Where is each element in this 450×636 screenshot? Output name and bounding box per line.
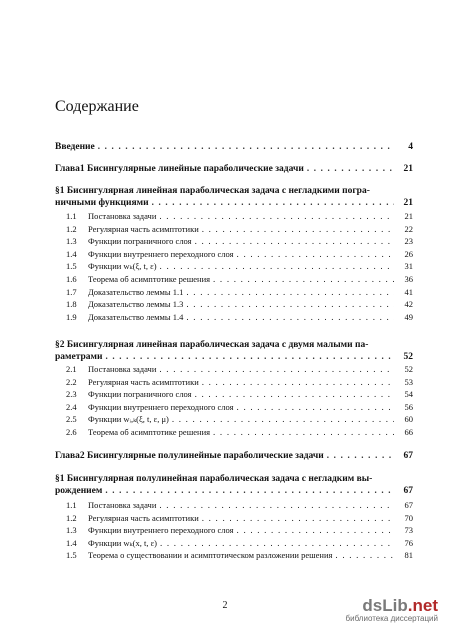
toc-item[interactable] xyxy=(55,402,413,415)
toc-item-label: Функции внутреннего переходного слоя xyxy=(88,248,234,259)
toc-item[interactable] xyxy=(55,550,413,563)
dot-leader xyxy=(172,414,394,424)
dot-leader xyxy=(202,377,394,387)
toc-item-label: Теорема о существовании и асимптотическом разложении решения xyxy=(88,550,333,561)
toc-page-number: 53 xyxy=(404,376,413,387)
toc-section-heading: §1 Бисингулярная полулинейная параболическая задача с негладким вы- xyxy=(55,474,373,484)
toc-page-number: 52 xyxy=(403,352,413,362)
toc-item-number: 1.3 xyxy=(66,525,77,536)
toc-item-number: 2.1 xyxy=(66,364,77,374)
toc-intro-label: Введение xyxy=(55,142,95,152)
toc-item[interactable] xyxy=(55,500,413,513)
dot-leader xyxy=(186,312,394,322)
toc-page-number: 60 xyxy=(404,414,413,425)
toc-item[interactable] xyxy=(55,299,413,312)
dot-leader xyxy=(152,197,394,207)
toc-item-number: 1.6 xyxy=(66,273,77,284)
page-title: Содержание xyxy=(55,98,139,115)
toc-item-number: 1.3 xyxy=(66,236,77,247)
toc-item[interactable] xyxy=(55,525,413,538)
toc-page-number: 21 xyxy=(403,198,413,208)
watermark-logo-domain: .net xyxy=(407,596,438,615)
watermark[interactable] xyxy=(346,596,438,623)
toc-chapter-label: Глава2 Бисингулярные полулинейные параболические задачи xyxy=(55,451,324,461)
toc-item[interactable] xyxy=(55,224,413,237)
toc-section-heading-cont: рождением xyxy=(55,486,103,496)
dot-leader xyxy=(98,141,394,151)
toc-item-number: 2.4 xyxy=(66,401,77,412)
dot-leader xyxy=(307,163,394,173)
toc-section-heading: §1 Бисингулярная линейная параболическая задача с негладкими погра- xyxy=(55,186,370,196)
toc-item-label: Регулярная часть асимптотики xyxy=(88,512,199,523)
toc-item-number: 1.5 xyxy=(66,550,77,561)
toc-page-number: 26 xyxy=(404,248,413,259)
toc-item-label: Доказательство леммы 1.3 xyxy=(88,299,184,310)
toc-item-label: Функции пограничного слоя xyxy=(88,389,192,400)
toc-item-number: 1.1 xyxy=(66,211,77,221)
toc-item[interactable] xyxy=(55,427,413,440)
toc-chapter-1[interactable] xyxy=(55,163,413,174)
toc-item-label: Функции wₖ(x, t, ε) xyxy=(88,537,157,548)
toc-page-number: 67 xyxy=(404,500,413,510)
dot-leader xyxy=(213,274,394,284)
toc-item[interactable] xyxy=(55,414,413,427)
watermark-logo-text: dsLib xyxy=(362,596,408,615)
toc-section-1-items xyxy=(55,211,413,324)
toc-item-label: Постановка задачи xyxy=(88,364,157,374)
toc-page-number: 4 xyxy=(408,142,413,152)
dot-leader xyxy=(237,402,394,412)
toc-page-number: 81 xyxy=(404,550,413,561)
toc-section-heading-cont: раметрами xyxy=(55,352,103,362)
dot-leader xyxy=(160,261,394,271)
dot-leader xyxy=(202,513,394,523)
toc-chapter-2[interactable] xyxy=(55,450,413,461)
toc-item-number: 1.8 xyxy=(66,299,77,310)
watermark-subtitle: библиотека диссертаций xyxy=(345,614,438,623)
toc-page-number: 66 xyxy=(404,426,413,437)
toc-item[interactable] xyxy=(55,236,413,249)
toc-page-number: 56 xyxy=(404,401,413,412)
toc-page-number: 41 xyxy=(404,286,413,297)
toc-section-heading: §2 Бисингулярная линейная параболическая задача с двумя малыми па- xyxy=(55,340,369,350)
dot-leader xyxy=(202,224,394,234)
toc-item-number: 1.2 xyxy=(66,512,77,523)
toc-section-2[interactable] xyxy=(55,339,413,362)
toc-page-number: 52 xyxy=(404,364,413,374)
toc-item-number: 1.7 xyxy=(66,286,77,297)
dot-leader xyxy=(335,550,394,560)
toc-item-label: Функции внутреннего переходного слоя xyxy=(88,401,234,412)
toc-page-number: 22 xyxy=(404,223,413,234)
toc-page-number: 42 xyxy=(404,299,413,310)
dot-leader xyxy=(237,249,394,259)
dot-leader xyxy=(195,236,394,246)
page-number: 2 xyxy=(222,600,228,611)
toc-item-label: Регулярная часть асимптотики xyxy=(88,376,199,387)
toc-page-number: 70 xyxy=(404,512,413,523)
dot-leader xyxy=(159,211,394,221)
toc-item-number: 2.2 xyxy=(66,376,77,387)
toc-item-number: 2.3 xyxy=(66,389,77,400)
toc-item[interactable] xyxy=(55,312,413,325)
dot-leader xyxy=(159,500,394,510)
toc-page-number: 21 xyxy=(404,211,413,221)
dot-leader xyxy=(237,525,394,535)
toc-page-number: 76 xyxy=(404,537,413,548)
toc-item-label: Доказательство леммы 1.1 xyxy=(88,286,184,297)
toc-page-number: 67 xyxy=(403,486,413,496)
toc-section-heading-cont: ничными функциями xyxy=(55,198,149,208)
toc-item[interactable] xyxy=(55,513,413,526)
toc-item-label: Постановка задачи xyxy=(88,211,157,221)
toc-item[interactable] xyxy=(55,538,413,551)
toc-page-number: 23 xyxy=(404,236,413,247)
toc-section-3[interactable] xyxy=(55,473,413,496)
watermark-logo xyxy=(346,596,438,616)
toc-chapter-label: Глава1 Бисингулярные линейные параболические задачи xyxy=(55,164,304,174)
toc-item-label: Функции пограничного слоя xyxy=(88,236,192,247)
toc-item[interactable] xyxy=(55,364,413,377)
dot-leader xyxy=(195,389,394,399)
toc-section-1[interactable] xyxy=(55,185,413,208)
toc-item-label: Теорема об асимптотике решения xyxy=(88,426,211,437)
dot-leader xyxy=(186,287,394,297)
toc-item-label: Функции wₖ(ξ, t, ε) xyxy=(88,261,157,272)
toc-item-number: 1.5 xyxy=(66,261,77,272)
toc-item-number: 1.4 xyxy=(66,537,77,548)
toc-item-label: Теорема об асимптотике решения xyxy=(88,273,211,284)
toc-page-number: 67 xyxy=(403,451,413,461)
toc-item-label: Доказательство леммы 1.4 xyxy=(88,311,184,322)
toc-intro[interactable] xyxy=(55,141,413,152)
dot-leader xyxy=(186,299,394,309)
toc-item-label: Постановка задачи xyxy=(88,500,157,510)
toc-page-number: 49 xyxy=(404,311,413,322)
toc-item[interactable] xyxy=(55,377,413,390)
toc-item-number: 1.4 xyxy=(66,248,77,259)
toc-page-number: 21 xyxy=(403,164,413,174)
dot-leader xyxy=(105,485,394,495)
toc-item[interactable] xyxy=(55,287,413,300)
toc-item-number: 1.9 xyxy=(66,311,77,322)
toc-page-number: 54 xyxy=(404,389,413,400)
toc-item-number: 2.5 xyxy=(66,414,77,425)
dot-leader xyxy=(213,427,394,437)
dot-leader xyxy=(159,364,394,374)
toc-item-number: 1.1 xyxy=(66,500,77,510)
toc-item[interactable] xyxy=(55,389,413,402)
toc-item[interactable] xyxy=(55,249,413,262)
dot-leader xyxy=(327,450,394,460)
toc-item[interactable] xyxy=(55,261,413,274)
toc-item[interactable] xyxy=(55,211,413,224)
toc-item-label: Функции внутреннего переходного слоя xyxy=(88,525,234,536)
toc-item-number: 1.2 xyxy=(66,223,77,234)
toc-item-label: Функции wᵢ,ₖ(ξ, t, ε, μ) xyxy=(88,414,169,425)
dot-leader xyxy=(160,538,394,548)
toc-page-number: 31 xyxy=(404,261,413,272)
toc-item[interactable] xyxy=(55,274,413,287)
toc-page-number: 36 xyxy=(404,273,413,284)
toc-section-3-items xyxy=(55,500,413,563)
toc-item-label: Регулярная часть асимптотики xyxy=(88,223,199,234)
toc-item-number: 2.6 xyxy=(66,426,77,437)
toc-page-number: 73 xyxy=(404,525,413,536)
toc-section-2-items xyxy=(55,364,413,440)
dot-leader xyxy=(105,351,394,361)
